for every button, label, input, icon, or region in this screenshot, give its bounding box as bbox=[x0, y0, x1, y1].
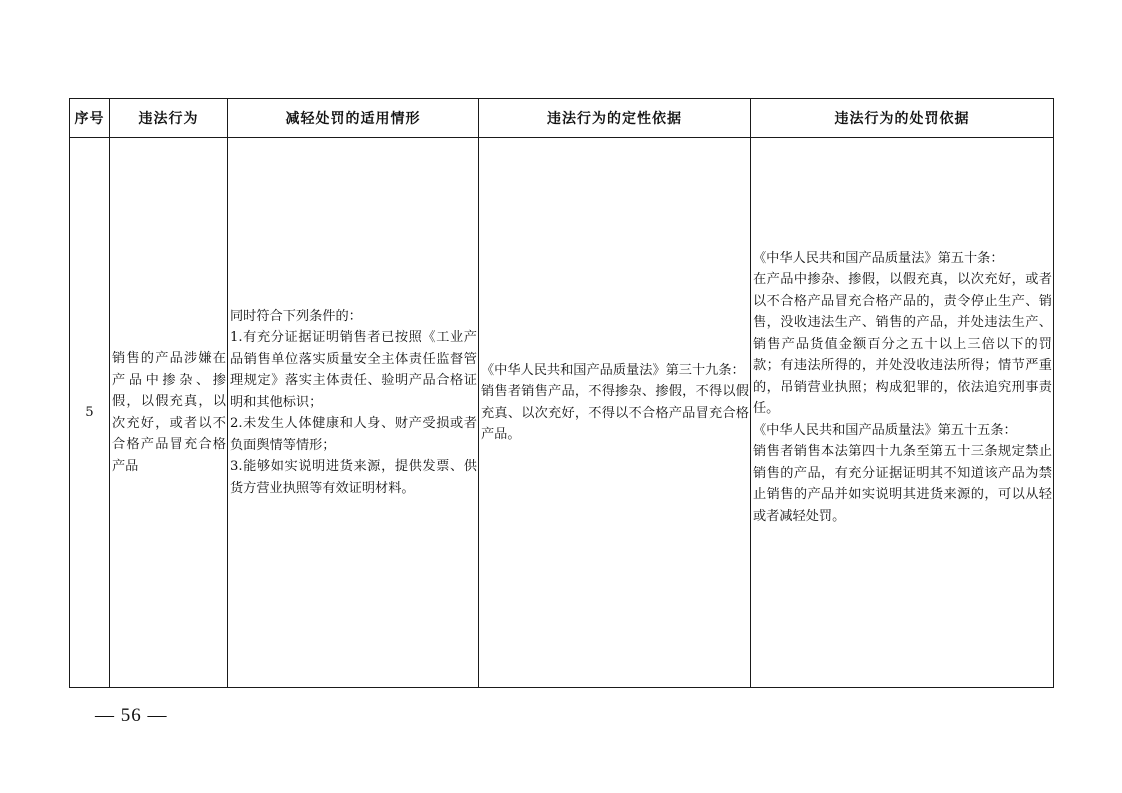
penalty-law-text-1: 在产品中掺杂、掺假，以假充真，以次充好，或者以不合格产品冒充合格产品的，责令停止生产、销售，没收违法生产、销售的产品，并处违法生产、销售产品货值金额百分之五十以上三倍以下的罚款；有违法所得的，并处没收违法所得；情节严重的，吊销营业执照；构成犯罪的，依法追究刑事责任。 bbox=[753, 272, 1052, 417]
penalty-table bbox=[69, 98, 1054, 688]
penalty-law-text-2: 销售者销售本法第四十九条至第五十三条规定禁止销售的产品，有充分证据证明其不知道该产品为禁止销售的产品并如实说明其进货来源的，可以从轻或者减轻处罚。 bbox=[753, 444, 1052, 524]
condition-item-3: 3.能够如实说明进货来源，提供发票、供货方营业执照等有效证明材料。 bbox=[230, 459, 477, 496]
header-conditions: 减轻处罚的适用情形 bbox=[228, 99, 479, 138]
table-header-row bbox=[70, 99, 1054, 138]
header-act: 违法行为 bbox=[110, 99, 228, 138]
header-no: 序号 bbox=[70, 99, 110, 138]
act-text: 销售的产品涉嫌在产品中掺杂、掺假，以假充真，以次充好，或者以不合格产品冒充合格产品 bbox=[112, 351, 226, 474]
condition-item-1: 1.有充分证据证明销售者已按照《工业产品销售单位落实质量安全主体责任监督管理规定》落实主体责任、验明产品合格证明和其他标识； bbox=[230, 330, 477, 410]
condition-item-2: 2.未发生人体健康和人身、财产受损或者负面舆情等情形； bbox=[230, 416, 477, 453]
qualitative-law-text: 销售者销售产品，不得掺杂、掺假，不得以假充真、以次充好，不得以不合格产品冒充合格产品。 bbox=[481, 384, 749, 442]
penalty-basis-cell bbox=[751, 138, 1054, 688]
page-number: — 56 — bbox=[95, 705, 168, 726]
qualitative-basis-cell bbox=[479, 138, 751, 688]
row-number: 5 bbox=[70, 138, 110, 688]
header-qualitative-basis: 违法行为的定性依据 bbox=[479, 99, 751, 138]
table-row bbox=[70, 138, 1054, 688]
act-cell bbox=[110, 138, 228, 688]
qualitative-law-citation: 《中华人民共和国产品质量法》第三十九条： bbox=[481, 362, 745, 378]
penalty-law-citation-1: 《中华人民共和国产品质量法》第五十条： bbox=[753, 250, 1004, 266]
conditions-cell bbox=[228, 138, 479, 688]
conditions-intro: 同时符合下列条件的： bbox=[230, 308, 362, 324]
header-penalty-basis: 违法行为的处罚依据 bbox=[751, 99, 1054, 138]
penalty-law-citation-2: 《中华人民共和国产品质量法》第五十五条： bbox=[753, 422, 1017, 438]
